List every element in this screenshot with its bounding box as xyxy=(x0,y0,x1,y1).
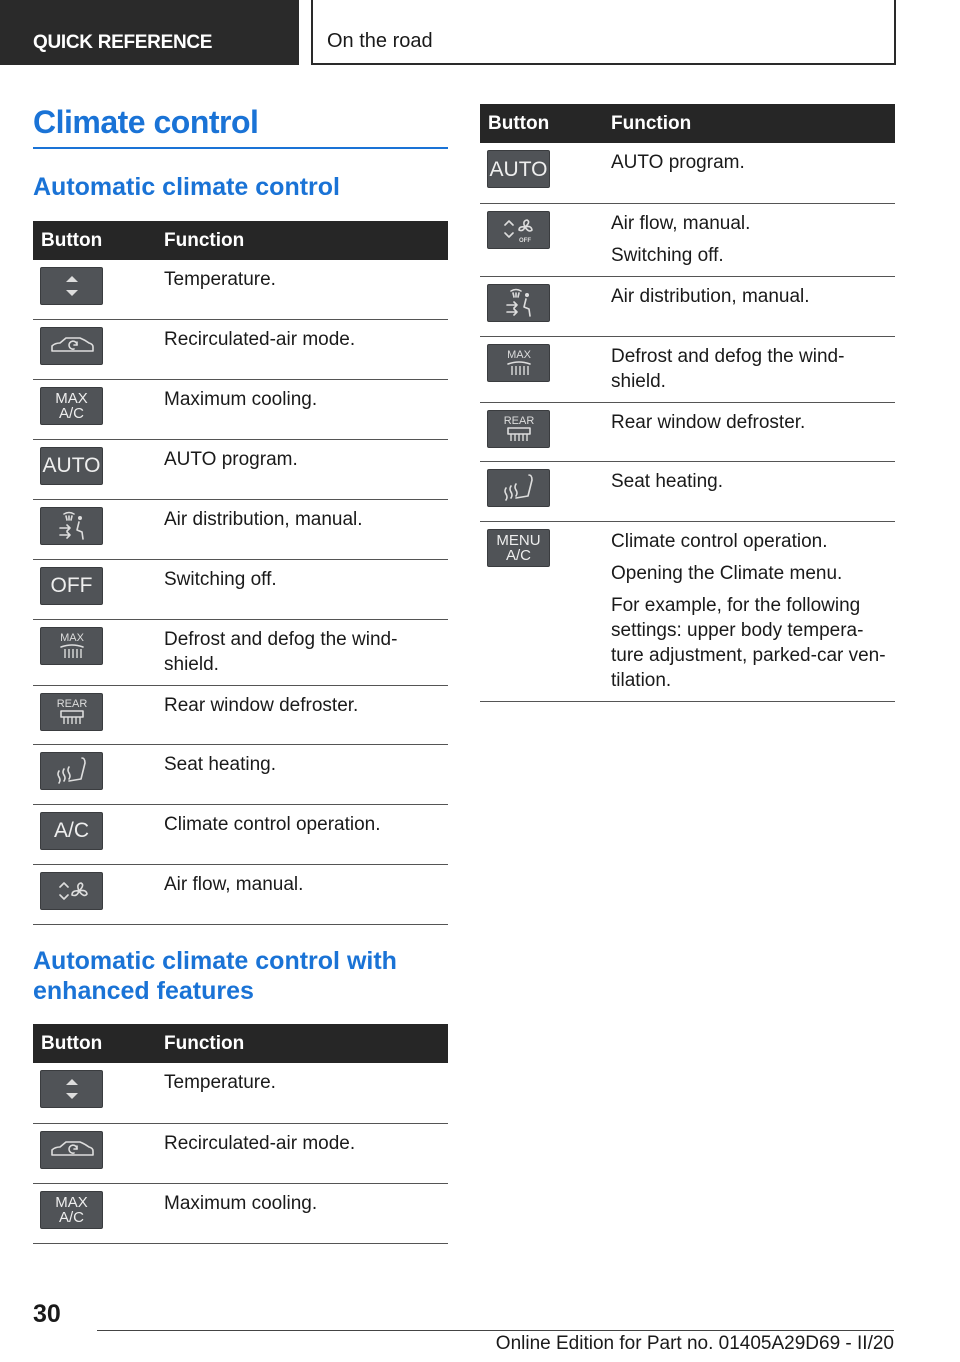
button-cell xyxy=(33,439,156,499)
section-title-enhanced: Automatic climate control with enhanced features xyxy=(33,947,397,1005)
rear-defrost-icon xyxy=(40,693,103,731)
function-text: Rear window defroster. xyxy=(611,411,806,433)
function-text: Air flow, manual. xyxy=(164,873,304,895)
footer-rule xyxy=(97,1330,894,1331)
table-row xyxy=(480,521,895,701)
table-row xyxy=(33,744,448,804)
function-text: Air distribution, manual. xyxy=(611,285,810,307)
button-cell xyxy=(480,521,603,701)
button-cell xyxy=(33,1063,156,1123)
max-ac-icon xyxy=(40,387,103,425)
auto-icon xyxy=(40,447,103,485)
button-label: OFF xyxy=(50,574,93,597)
temperature-arrows-icon xyxy=(40,1070,103,1108)
button-label: MAX A/C xyxy=(55,389,88,422)
button-label: AUTO xyxy=(489,157,548,181)
function-cell xyxy=(603,461,895,521)
function-text: Climate control operation. xyxy=(164,813,381,835)
menu-ac-icon xyxy=(487,529,550,567)
function-cell xyxy=(156,804,448,864)
table-row xyxy=(480,402,895,461)
button-cell xyxy=(33,260,156,319)
button-label: MAX A/C xyxy=(55,1193,88,1226)
function-text: Maximum cooling. xyxy=(164,1192,318,1214)
button-cell xyxy=(480,143,603,203)
function-cell xyxy=(156,379,448,439)
function-cell xyxy=(156,619,448,685)
fan-off-icon xyxy=(487,211,550,249)
table-row xyxy=(480,336,895,402)
function-text: Switching off. xyxy=(611,244,724,266)
function-text: Switching off. xyxy=(164,568,277,590)
function-cell xyxy=(603,336,895,402)
air-distribution-icon xyxy=(40,507,103,545)
column-header-function: Function xyxy=(603,104,895,143)
function-cell xyxy=(603,143,895,203)
table-row xyxy=(33,1183,448,1243)
function-text: Recirculated-air mode. xyxy=(164,328,356,350)
button-cell xyxy=(480,203,603,276)
table-automatic xyxy=(33,221,448,925)
section-title-automatic: Automatic climate control xyxy=(33,173,340,201)
button-cell xyxy=(33,499,156,559)
header-chapter-box xyxy=(311,0,896,65)
table-row xyxy=(33,379,448,439)
button-cell xyxy=(480,336,603,402)
table-row xyxy=(33,319,448,379)
function-cell xyxy=(156,685,448,744)
table-row xyxy=(33,804,448,864)
function-cell xyxy=(156,744,448,804)
function-text: Defrost and defog the windshield. xyxy=(611,345,845,392)
button-label: A/C xyxy=(53,819,89,842)
table-row xyxy=(480,461,895,521)
table-enhanced-right xyxy=(480,104,895,702)
button-cell xyxy=(33,864,156,924)
button-cell xyxy=(33,559,156,619)
table-row xyxy=(33,1063,448,1123)
ac-icon xyxy=(40,812,103,850)
function-cell xyxy=(603,402,895,461)
page-title: Climate control xyxy=(33,104,448,149)
function-text: Recirculated-air mode. xyxy=(164,1132,356,1154)
function-cell xyxy=(156,439,448,499)
seat-heating-icon xyxy=(487,469,550,507)
function-text: Seat heating. xyxy=(611,470,723,492)
function-text: Air flow, manual. xyxy=(611,212,751,234)
auto-icon xyxy=(487,150,550,188)
button-cell xyxy=(33,1123,156,1183)
rear-defrost-icon xyxy=(487,410,550,448)
button-label: MENU A/C xyxy=(496,531,541,564)
function-cell xyxy=(603,521,895,701)
function-text: Defrost and defog the windshield. xyxy=(164,628,398,675)
button-cell xyxy=(33,319,156,379)
temperature-arrows-icon xyxy=(40,267,103,305)
table-enhanced-left xyxy=(33,1024,448,1244)
button-cell xyxy=(33,685,156,744)
function-text: AUTO program. xyxy=(611,152,745,173)
function-text: Air distribution, manual. xyxy=(164,508,363,530)
recirculation-car-icon xyxy=(40,327,103,365)
table-row xyxy=(33,864,448,924)
recirculation-car-icon xyxy=(40,1131,103,1169)
function-cell xyxy=(603,203,895,276)
column-header-button: Button xyxy=(33,1024,156,1063)
svg-text:OFF: OFF xyxy=(518,237,531,244)
function-cell xyxy=(156,1123,448,1183)
table-row xyxy=(33,499,448,559)
max-ac-icon xyxy=(40,1191,103,1229)
footer-edition: Online Edition for Part no. 01405A29D69 - II/20 xyxy=(495,1333,894,1354)
function-text: Opening the Climate menu. xyxy=(611,562,843,584)
button-cell xyxy=(33,619,156,685)
seat-heating-icon xyxy=(40,752,103,790)
table-row xyxy=(33,439,448,499)
column-header-button: Button xyxy=(33,221,156,260)
svg-text:MAX: MAX xyxy=(59,631,84,644)
button-cell xyxy=(33,804,156,864)
air-distribution-icon xyxy=(487,284,550,322)
button-cell xyxy=(480,276,603,336)
function-cell xyxy=(156,1183,448,1243)
function-cell xyxy=(156,260,448,319)
function-cell xyxy=(156,559,448,619)
button-cell xyxy=(33,1183,156,1243)
page-number: 30 xyxy=(33,1300,61,1328)
table-row xyxy=(480,276,895,336)
svg-text:REAR: REAR xyxy=(503,414,534,427)
fan-icon xyxy=(40,872,103,910)
max-defrost-icon xyxy=(487,344,550,382)
function-text: Seat heating. xyxy=(164,753,276,775)
function-cell xyxy=(156,1063,448,1123)
table-row xyxy=(33,619,448,685)
table-row xyxy=(480,143,895,203)
button-cell xyxy=(33,744,156,804)
header-chapter-label: On the road xyxy=(327,30,433,52)
function-text: For example, for the following settings: upper body temperature adjustment, parked-car ventilation. xyxy=(611,594,886,691)
button-cell xyxy=(480,461,603,521)
table-row xyxy=(33,685,448,744)
max-defrost-icon xyxy=(40,627,103,665)
function-cell xyxy=(156,864,448,924)
header-section-tab xyxy=(0,0,299,65)
svg-text:MAX: MAX xyxy=(506,348,531,361)
function-cell xyxy=(156,499,448,559)
table-row xyxy=(33,1123,448,1183)
table-row xyxy=(480,203,895,276)
function-text: Temperature. xyxy=(164,1072,276,1093)
function-text: Maximum cooling. xyxy=(164,388,318,410)
button-label: AUTO xyxy=(42,454,101,477)
function-text: Rear window defroster. xyxy=(164,694,359,716)
header-section-label: QUICK REFERENCE xyxy=(33,32,213,53)
function-cell xyxy=(603,276,895,336)
function-text: Climate control operation. xyxy=(611,530,828,552)
table-row xyxy=(33,559,448,619)
button-cell xyxy=(480,402,603,461)
table-row xyxy=(33,260,448,319)
function-text: AUTO program. xyxy=(164,448,298,470)
column-header-function: Function xyxy=(156,221,448,260)
function-text: Temperature. xyxy=(164,269,276,290)
off-icon xyxy=(40,567,103,605)
svg-text:REAR: REAR xyxy=(56,697,87,710)
column-header-function: Function xyxy=(156,1024,448,1063)
button-cell xyxy=(33,379,156,439)
column-header-button: Button xyxy=(480,104,603,143)
function-cell xyxy=(156,319,448,379)
